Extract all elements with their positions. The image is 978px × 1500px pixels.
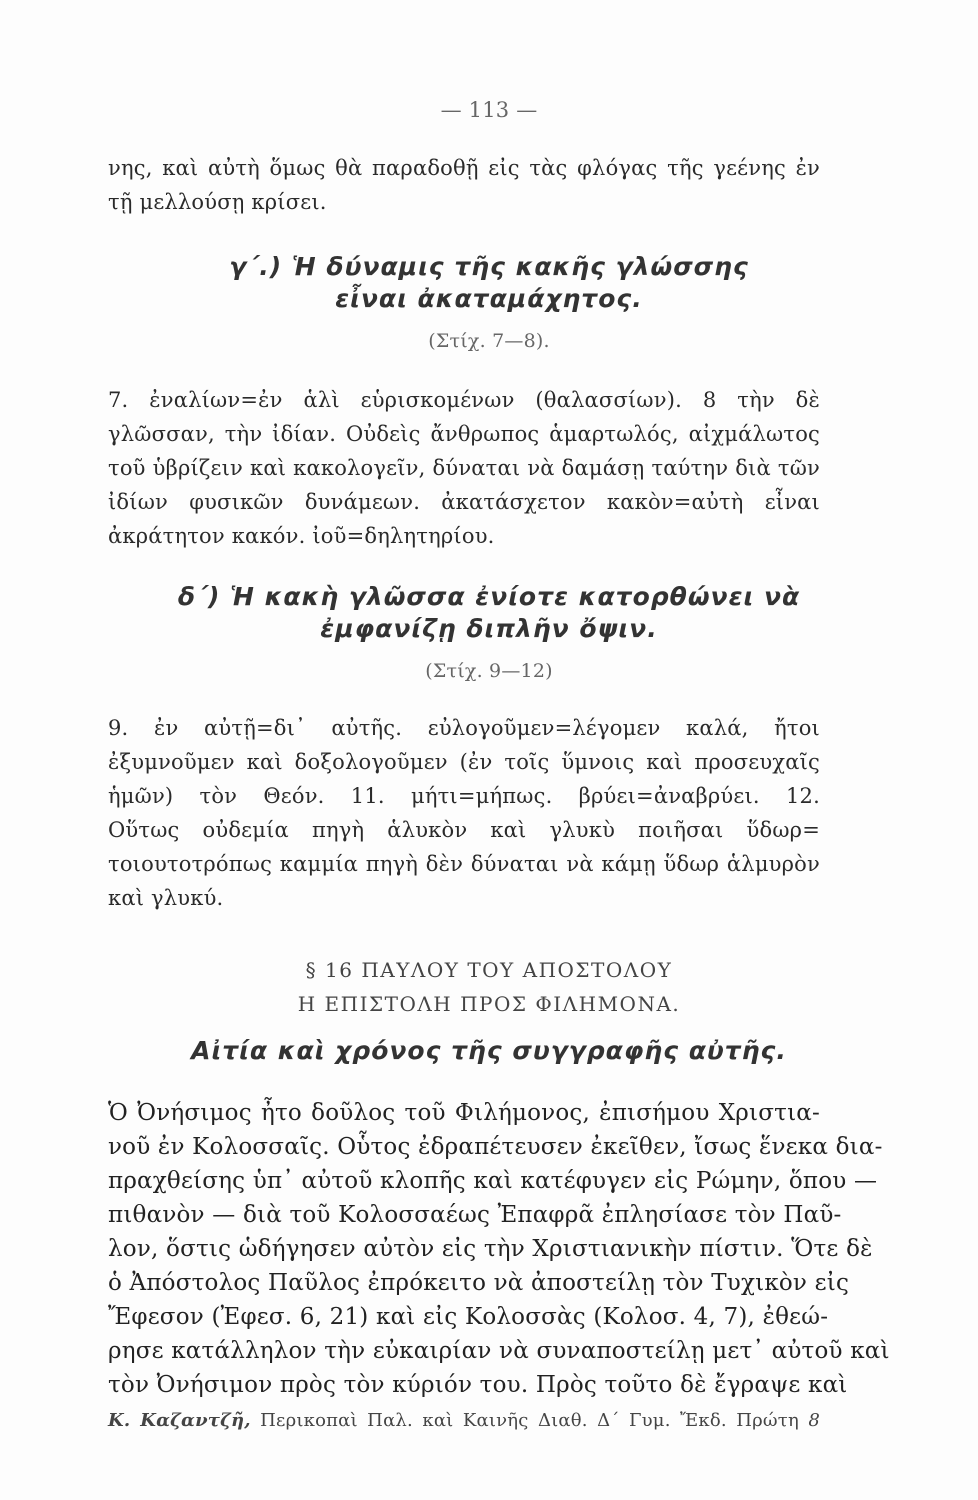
text-line: ἀκράτητον κακόν. ἰοῦ=δηλητηρίου. bbox=[108, 524, 495, 548]
text-line: τοιουτοτρόπως καμμία πηγὴ δὲν δύναται νὰ κάμῃ ὕδωρ ἁλμυρὸν bbox=[108, 852, 820, 876]
section-heading: εἶναι ἀκαταμάχητος. bbox=[335, 284, 643, 313]
verse-reference: (Στίχ. 9—12) bbox=[425, 660, 553, 682]
text-line: τῇ μελλούσῃ κρίσει. bbox=[108, 190, 327, 214]
verse-reference: (Στίχ. 7—8). bbox=[428, 330, 550, 352]
section-heading: γ΄.) Ἡ δύναμις τῆς κακῆς γλώσσης bbox=[229, 252, 749, 281]
text-line: νοῦ ἐν Κολοσσαῖς. Οὗτος ἐδραπέτευσεν ἐκεῖθεν, ἴσως ἕνεκα δια- bbox=[108, 1134, 883, 1160]
chapter-heading: § 16 ΠΑΥΛΟΥ ΤΟΥ ΑΠΟΣΤΟΛΟΥ bbox=[305, 958, 673, 982]
text-line: ὁ Ἀπόστολος Παῦλος ἐπρόκειτο νὰ ἀποστείλῃ τὸν Τυχικὸν εἰς bbox=[108, 1270, 850, 1296]
text-line: Οὕτως οὐδεμία πηγὴ ἁλυκὸν καὶ γλυκὺ ποιῆσαι ὕδωρ= bbox=[108, 818, 820, 842]
text-line: γλῶσσαν, τὴν ἰδίαν. Οὐδεὶς ἄνθρωπος ἁμαρτωλός, αἰχμάλωτος bbox=[108, 422, 820, 446]
section-heading: ἐμφανίζῃ διπλῆν ὄψιν. bbox=[320, 614, 658, 643]
footer-signature: 8 bbox=[808, 1410, 821, 1431]
text-line: πραχθείσης ὑπ᾿ αὐτοῦ κλοπῆς καὶ κατέφυγεν εἰς Ρώμην, ὅπου — bbox=[108, 1168, 878, 1194]
text-line: ἰδίων φυσικῶν δυνάμεων. ἀκατάσχετον κακὸν=αὐτὴ εἶναι bbox=[108, 490, 820, 514]
footer-author: Κ. Καζαντζῆ, bbox=[108, 1410, 251, 1431]
text-line: λον, ὅστις ὡδήγησεν αὐτὸν εἰς τὴν Χριστιανικὴν πίστιν. Ὅτε δὲ bbox=[108, 1236, 873, 1262]
footer-text: Περικοπαὶ Παλ. καὶ Καινῆς Διαθ. Δ΄ Γυμ. Ἔκδ. Πρώτη bbox=[260, 1410, 799, 1431]
text-line: καὶ γλυκύ. bbox=[108, 886, 224, 910]
text-line: Ἔφεσον (Ἐφεσ. 6, 21) καὶ εἰς Κολοσσὰς (Κολοσ. 4, 7), ἐθεώ- bbox=[108, 1304, 829, 1330]
text-line: ἐξυμνοῦμεν καὶ δοξολογοῦμεν (ἐν τοῖς ὕμνοις καὶ προσευχαῖς bbox=[108, 750, 820, 774]
text-line: τοῦ ὑβρίζειν καὶ κακολογεῖν, δύναται νὰ δαμάσῃ ταύτην διὰ τῶν bbox=[108, 456, 820, 480]
text-line: νης, καὶ αὐτὴ ὅμως θὰ παραδοθῇ εἰς τὰς φλόγας τῆς γεένης ἐν bbox=[108, 156, 820, 180]
text-line: τὸν Ὀνήσιμον πρὸς τὸν κύριόν του. Πρὸς τοῦτο δὲ ἔγραψε καὶ bbox=[108, 1372, 848, 1398]
page-footer bbox=[108, 1412, 820, 1430]
text-line: 7. ἐναλίων=ἐν ἁλὶ εὑρισκομένων (θαλασσίων). 8 τὴν δὲ bbox=[108, 388, 820, 412]
chapter-subtitle: Αἰτία καὶ χρόνος τῆς συγγραφῆς αὐτῆς. bbox=[191, 1036, 787, 1065]
chapter-heading: Η ΕΠΙΣΤΟΛΗ ΠΡΟΣ ΦΙΛΗΜΟΝΑ. bbox=[297, 992, 681, 1016]
running-head-page-number: — 113 — bbox=[440, 98, 538, 122]
text-line: ρησε κατάλληλον τὴν εὐκαιρίαν νὰ συναποστείλῃ μετ᾿ αὐτοῦ καὶ bbox=[108, 1338, 890, 1364]
text-line: 9. ἐν αὐτῇ=δι᾿ αὐτῆς. εὐλογοῦμεν=λέγομεν καλά, ἤτοι bbox=[108, 716, 820, 740]
text-line: ἡμῶν) τὸν Θεόν. 11. μήτι=μήπως. βρύει=ἀναβρύει. 12. bbox=[108, 784, 820, 808]
text-line: Ὁ Ὀνήσιμος ἦτο δοῦλος τοῦ Φιλήμονος, ἐπισήμου Χριστια- bbox=[108, 1100, 820, 1126]
text-line: πιθανὸν — διὰ τοῦ Κολοσσαέως Ἐπαφρᾶ ἐπλησίασε τὸν Παῦ- bbox=[108, 1202, 842, 1228]
section-heading: δ΄) Ἡ κακὴ γλῶσσα ἐνίοτε κατορθώνει νὰ bbox=[177, 582, 801, 611]
